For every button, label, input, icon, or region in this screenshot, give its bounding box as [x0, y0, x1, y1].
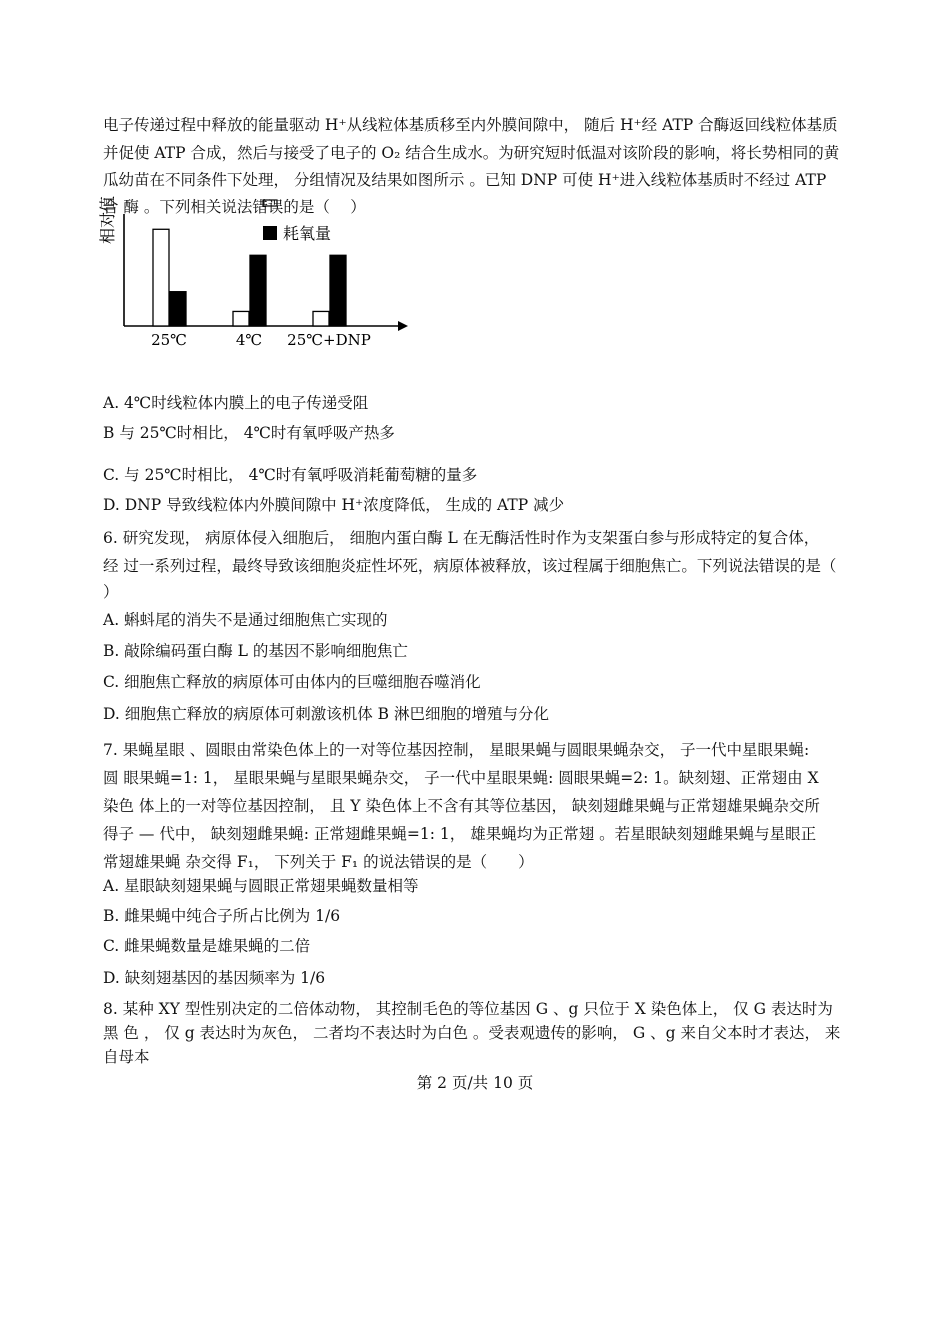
option-b: B. 雌果蝇中纯合子所占比例为 1/6	[103, 907, 341, 925]
stem-line: 圆 眼果蝇=1: 1， 星眼果蝇与星眼果蝇杂交， 子一代中星眼果蝇: 圆眼果蝇=2: 1。缺刻翅、正常翅由 X	[103, 769, 819, 787]
stem-line: 6. 研究发现， 病原体侵入细胞后， 细胞内蛋白酶 L 在无酶活性时作为支架蛋白参与形成特定的复合体，	[103, 529, 820, 547]
bar-atp	[233, 311, 249, 326]
option-b: B 与 25℃时相比， 4℃时有氧呼吸产热多	[103, 424, 395, 442]
x-tick-label: 4℃	[235, 331, 263, 349]
x-tick-label: 25℃+DNP	[287, 331, 371, 349]
bar-atp	[313, 311, 329, 326]
bar-atp	[153, 229, 169, 326]
bar-oxygen	[250, 255, 266, 326]
stem-line: 电子传递过程中释放的能量驱动 H⁺从线粒体基质移至内外膜间隙中， 随后 H⁺经 ATP 合酶返回线粒体基质	[103, 116, 838, 134]
bar-oxygen	[330, 255, 346, 326]
stem-line: 7. 果蝇星眼 、圆眼由常染色体上的一对等位基因控制， 星眼果蝇与圆眼果蝇杂交， 子一代中星眼果蝇:	[103, 741, 810, 759]
stem-line: 黑 色 ， 仅 g 表达时为灰色， 二者均不表达时为白色 。受表观遗传的影响， G 、g 来自父本时才表达， 来	[103, 1024, 841, 1042]
x-axis-arrow	[398, 321, 408, 331]
legend-label-oxygen: 耗氧量	[283, 224, 332, 243]
option-b: B. 敲除编码蛋白酶 L 的基因不影响细胞焦亡	[103, 642, 408, 660]
option-d: D. 细胞焦亡释放的病原体可刺激该机体 B 淋巴细胞的增殖与分化	[103, 705, 549, 723]
option-a: A. 4℃时线粒体内膜上的电子传递受阻	[103, 394, 369, 412]
option-a: A. 星眼缺刻翅果蝇与圆眼正常翅果蝇数量相等	[103, 877, 419, 895]
stem-line: 8. 某种 XY 型性别决定的二倍体动物， 其控制毛色的等位基因 G 、g 只位于 X 染色体上， 仅 G 表达时为	[103, 1000, 833, 1018]
bar-oxygen	[170, 292, 186, 326]
option-d: D. DNP 导致线粒体内外膜间隙中 H⁺浓度降低， 生成的 ATP 减少	[103, 496, 565, 514]
option-c: C. 细胞焦亡释放的病原体可由体内的巨噬细胞吞噬消化	[103, 673, 481, 691]
stem-line: ）	[103, 583, 119, 601]
option-a: A. 蝌蚪尾的消失不是通过细胞焦亡实现的	[103, 611, 388, 629]
stem-line: 并促使 ATP 合成，然后与接受了电子的 O₂ 结合生成水。为研究短时低温对该阶段的影响，将长势相同的黄	[103, 144, 840, 162]
stem-line: 经 过一系列过程，最终导致该细胞炎症性坏死，病原体被释放，该过程属于细胞焦亡。下列说法错误的是（	[103, 557, 837, 575]
y-axis-label: 相对值	[98, 195, 117, 244]
stem-line: 瓜幼苗在不同条件下处理， 分组情况及结果如图所示 。已知 DNP 可使 H⁺进入线粒体基质时不经过 ATP	[103, 171, 827, 189]
stem-line: 得子 — 代中， 缺刻翅雌果蝇: 正常翅雌果蝇=1: 1， 雄果蝇均为正常翅 。若星眼缺刻翅雌果蝇与星眼正	[103, 825, 817, 843]
option-c: C. 雌果蝇数量是雄果蝇的二倍	[103, 937, 311, 955]
bar-chart	[100, 196, 420, 356]
legend-swatch-oxygen	[263, 226, 277, 240]
stem-line: 合 酶 。下列相关说法错误的是（ ）	[103, 198, 366, 216]
stem-line: 染色 体上的一对等位基因控制， 且 Y 染色体上不含有其等位基因， 缺刻翅雌果蝇与正常翅雄果蝇杂交所	[103, 797, 820, 815]
option-c: C. 与 25℃时相比， 4℃时有氧呼吸消耗葡萄糖的量多	[103, 466, 478, 484]
x-tick-label: 25℃	[151, 331, 187, 349]
stem-line: 自母本	[103, 1048, 150, 1066]
option-d: D. 缺刻翅基因的基因频率为 1/6	[103, 969, 326, 987]
page-footer: 第 2 页/共 10 页	[416, 1074, 534, 1092]
stem-line: 常翅雄果蝇 杂交得 F₁， 下列关于 F₁ 的说法错误的是（ ）	[103, 853, 534, 871]
